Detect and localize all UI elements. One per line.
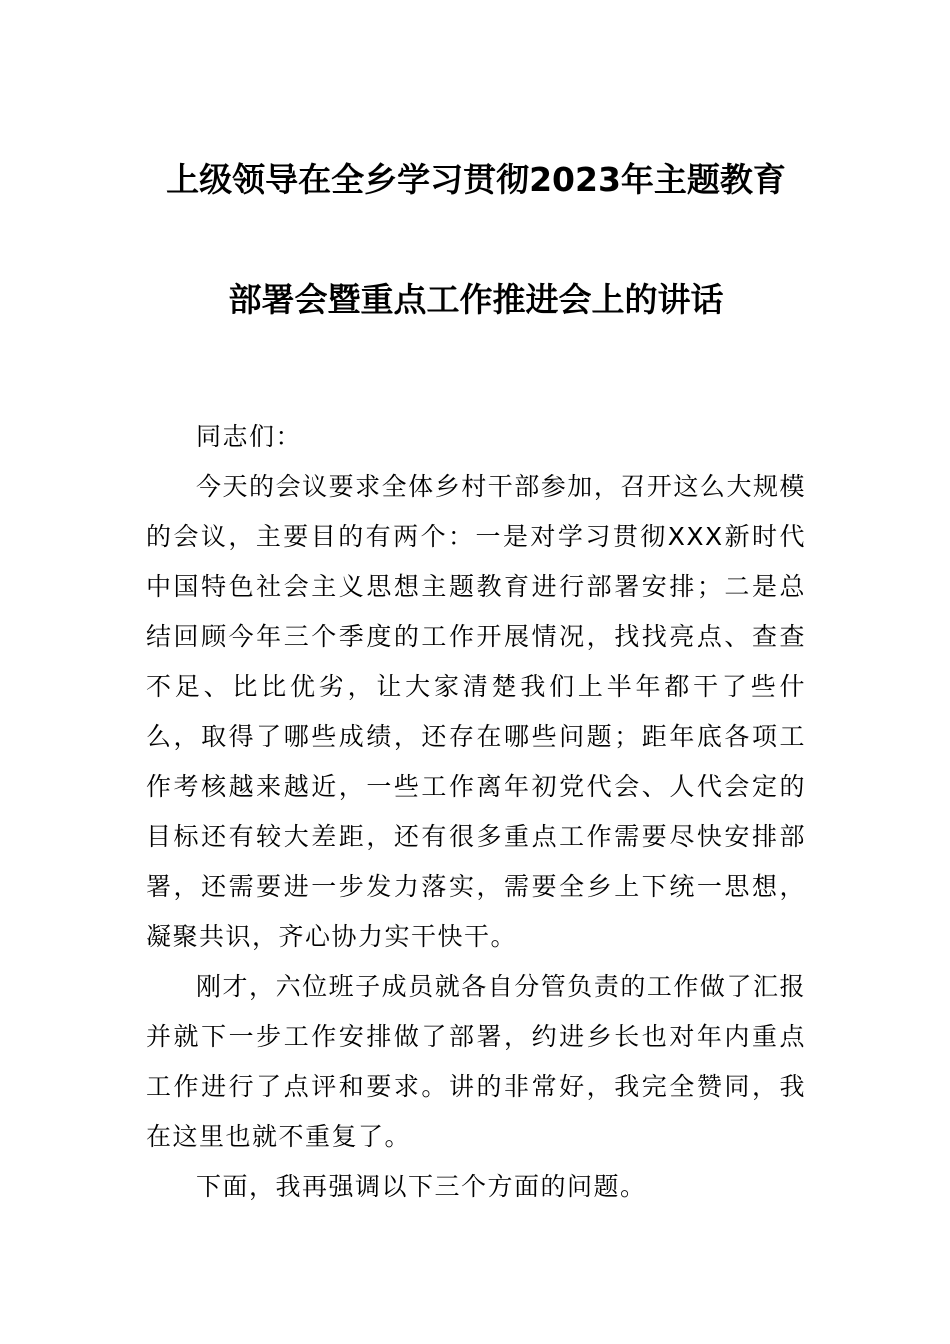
- document-body: [146, 412, 806, 1212]
- salutation-paragraph: 同志们：: [196, 422, 303, 451]
- document-title-line-1: 上级领导在全乡学习贯彻2023年主题教育: [166, 160, 786, 199]
- body-paragraph: 今天的会议要求全体乡村干部参加，召开这么大规模的会议，主要目的有两个：一是对学习贯彻XXX新时代中国特色社会主义思想主题教育进行部署安排；二是总结回顾今年三个季度的工作开展情况，找找亮点、查查不足、比比优劣，让大家清楚我们上半年都干了些什么，取得了哪些成绩，还存在哪些问题；距年底各项工作考核越来越近，一些工作离年初党代会、人代会定的目标还有较大差距，还有很多重点工作需要尽快安排部署，还需要进一步发力落实，需要全乡上下统一思想，凝聚共识，齐心协力实干快干。: [146, 472, 806, 951]
- body-paragraph: 刚才，六位班子成员就各自分管负责的工作做了汇报并就下一步工作安排做了部署，约进乡长也对年内重点工作进行了点评和要求。讲的非常好，我完全赞同，我在这里也就不重复了。: [146, 972, 806, 1151]
- body-paragraph: 下面，我再强调以下三个方面的问题。: [196, 1172, 647, 1201]
- document-title-line-2: 部署会暨重点工作推进会上的讲话: [228, 280, 724, 319]
